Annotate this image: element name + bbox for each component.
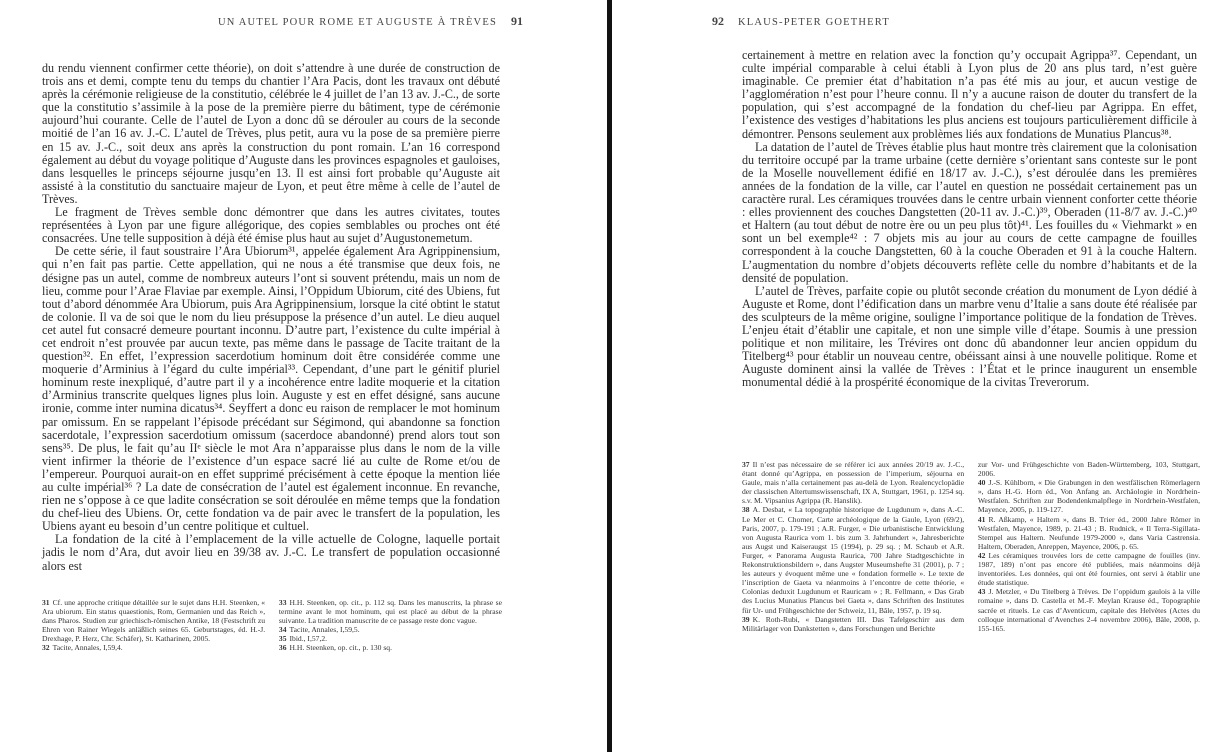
footnote-text: K. Roth-Rubi, « Dangstetten III. Das Tafelgeschirr aus dem Militärlager von Dankstetten », dans Forschungen und Berichte	[742, 614, 965, 633]
footnote-number: 32	[42, 643, 50, 653]
main-text-right	[742, 49, 1197, 389]
footnote-text: zur Vor- und Frühgeschichte von Baden-Württemberg, 103, Stuttgart, 2006.	[977, 460, 1200, 479]
footnote-text: J. Metzler, « Du Titelberg à Trèves. De l’oppidum gaulois à la ville romaine », dans D. Castella et M.-F. Meylan Krause éd., Topographie sacrée et rituels. Le cas d’Aventicum, capitale des Helvètes (Actes du colloque international d’Avenches 2-4 novembre 2006), Bâle, 2008, p. 155-165.	[977, 587, 1200, 633]
footnote	[279, 625, 502, 634]
footnotes-right	[742, 460, 1200, 633]
paragraph: certainement à mettre en relation avec la fonction qu’y occupait Agrippa³⁷. Cependant, un culte impérial comparable à celui établi à Lyon plus de 20 ans plus tard, n’est guère imaginable. Ce premier état d’habitation n’a pas été mis au jour, et aucun vestige de l’agglomération n’est pour l’heure connu. Il n’y a aucune raison de douter du transfert de la population, qui s’est accompagné de la fondation du chef-lieu par Agrippa. En effet, l’existence des vestiges d’habitations les plus anciens est toujours particulièrement difficile à démontrer. Pensons seulement aux problèmes liés aux fondations de Munatius Plancus³⁸.	[742, 48, 1197, 141]
running-head-right	[712, 14, 890, 29]
footnote-number: 37	[742, 460, 750, 469]
footnote-text: H.H. Steenken, op. cit., p. 130 sq.	[289, 643, 393, 653]
footnote	[742, 505, 964, 614]
footnote-text: Les céramiques trouvées lors de cette campagne de fouilles (inv. 1987, 189) n’ont pas encore été publiées, mais néanmoins déjà inventoriées. Les données, qui ont été fournies, ont servi à établir une étude statistique.	[977, 550, 1200, 588]
paragraph: du rendu viennent confirmer cette théorie), on doit s’attendre à une durée de construction de trois ans et demi, compte tenu du temps du chantier l’Ara Pacis, dont les travaux ont débuté après la cérémonie religieuse de la constitutio, célébrée le 4 juillet de l’an 13 av. J.-C., de sorte que la constitutio s’assimile à la pose de la première pierre du bâtiment, type de cérémonie aujourd’hui courante. Celle de l’autel de Lyon a donc dû se dérouler au cours de la seconde moitié de l’an 16 av. J.-C. L’autel de Trèves, plus petit, aura vu la pose de sa première pierre en 15 av. J.-C., soit deux ans après la construction du pont romain. L’an 16 correspond également au début du voyage politique d’Auguste dans les provinces espagnoles et gauloises, dans lesquelles le princeps séjourne jusqu’en 13. Il est ainsi fort probable qu’Auguste ait assisté à la constitutio du sanctuaire majeur de Lyon, et peut être même à celle de l’autel de Trèves.	[42, 61, 500, 206]
footnote-number: 43	[977, 587, 986, 597]
paragraph: La datation de l’autel de Trèves établie plus haut montre très clairement que la colonisation du territoire occupé par la trame urbaine (cette dernière s’orientant sans conteste sur le pont de la Moselle nouvellement édifié en 18/17 av. J.-C.), s’est déroulée dans les premières années de la fondation de la ville, car l’autel en question ne possédait certainement pas un caractère rural. Les céramiques trouvées dans le centre urbain viennent conforter cette théorie : elles proviennent des couches Dangstetten (20-11 av. J.-C.)³⁹, Oberaden (11-8/7 av. J.-C.)⁴⁰ et Haltern (au tout début de notre ère ou un peu plus tôt)⁴¹. Les fouilles du « Viehmarkt » en sont un bel exemple⁴² : 7 objets mis au jour au cours de cette campagne de fouilles correspondent à la couche Dangstetten, 60 à la couche Oberaden et 91 à la couche Haltern. L’augmentation du nombre d’objets découverts reflète celle du nombre d’habitants et de la densité de population.	[742, 139, 1197, 285]
footnote-column	[978, 460, 1200, 633]
footnote	[42, 598, 265, 643]
footnote-text: H.H. Steenken, op. cit., p. 112 sq. Dans les manuscrits, la phrase se termine avant le mot hominum, qui est placé au début de la phrase suivante. La tradition manuscrite de ce passage reste donc vague.	[278, 598, 502, 626]
footnote-column	[742, 460, 964, 633]
footnote-text: A. Desbat, « La topographie historique de Lugdunum », dans A.-C. Le Mer et C. Chomer, Carte archéologique de la Gaule, Lyon (69/2), Paris, 2007, p. 179-191 ; A.R. Furger, « Die urbanistische Entwicklung von Augusta Raurica vom 1. bis zum 3. Jahrhundert », Jahresberichte aus Augst und Kaiseraugst 15 (1994), p. 29 sq. ; M. Schaub et A.R. Furger, « Panorama Augusta Raurica, 700 Jahre Stadtgeschichte in Rekonstruktionsbildern », dans Augster Museumshefte 31 (2001), p. 7 ; les auteurs y évoquent même une « fondation formelle ». Le texte de l’inscription de Gaeta va néanmoins à l’encontre de cette théorie, « Colonias deduxit Lugdunum et Rauricam » ; R. Fellmann, « Das Grab des Lucius Munatius Plancus bei Gaeta », dans Schriften des Institutes für Ur- und Frühgeschichte der Schweiz, 11, Bâle, 1957, p. 19 sq.	[742, 505, 965, 615]
footnote	[978, 478, 1200, 514]
footnote	[742, 460, 964, 505]
footnote-number: 35	[278, 634, 287, 644]
footnote	[978, 551, 1200, 587]
footnote	[42, 643, 265, 652]
footnote	[279, 598, 502, 625]
running-head-left	[218, 14, 523, 29]
footnote-column	[42, 598, 265, 653]
footnote-column	[279, 598, 502, 653]
footnote	[978, 515, 1200, 551]
footnote-text: Tacite, Annales, I,59,5.	[289, 625, 360, 635]
footnote-number: 34	[278, 625, 287, 635]
footnote-text: R. Aßkamp, « Haltern », dans B. Trier éd., 2000 Jahre Römer in Westfalen, Mayence, 1989, p. 21-43 ; B. Rudnick, « Il Terra-Sigillata-Stempel aus Haltern. Neufunde 1979-2000 », dans Varia Castrensia. Haltern, Oberaden, Anreppen, Mayence, 2006, p. 65.	[977, 514, 1200, 551]
footnote-continuation	[978, 460, 1200, 478]
footnote-number: 39	[742, 614, 750, 624]
running-head-title: UN AUTEL POUR ROME ET AUGUSTE À TRÈVES	[217, 17, 497, 28]
footnote-number: 31	[42, 598, 50, 607]
main-text-left	[42, 62, 500, 573]
paragraph: De cette série, il faut soustraire l’Ara Ubiorum³¹, appelée également Ara Agrippinensium, qui n’en fait pas partie. Cette appellation, qui ne nous a été transmise que deux fois, ne désigne pas un autel, comme de nombreux auteurs l’ont si souvent prétendu, mais un nom de lieu, comme pour l’Arae Flaviae par exemple. Ainsi, l’Oppidum Ubiorum, cité des Ubiens, fut tout d’abord dénommée Ara Ubiorum, puis Ara Agrippinensium, lorsque la cité obtint le statut de colonie. Il va de soi que le nom du lieu présuppose la présence d’un autel. Le dieu auquel cet autel fut consacré demeure pourtant inconnu. D’autre part, l’existence du culte impérial à cet endroit n’est prouvée par aucun texte, pas même dans le passage de Tacite traitant de la question³². En effet, l’expression sacerdotium hominum doit être considérée comme une moquerie d’Arminius à l’égard du culte impérial³³. Cependant, d’une part le génitif pluriel hominum reste inexpliqué, d’autre part il y a incohérence entre ladite moquerie et la citation d’Arminius transcrite quelques lignes plus loin. Auguste y est en effet désigné, sans aucune ironie, comme inter numina dicatus³⁴. Seyffert a donc eu raison de remplacer le mot hominum par omissum. En se rappelant l’épisode précédant sur Ségimond, qui abandonne sa fonction sacerdotale, l’expression sacerdotium omissum (sacerdoce abandonné) prend alors tout son sens³⁵. De plus, le fait qu’au IIᵉ siècle le mot Ara n’apparaisse plus dans le nom de la ville vient infirmer la théorie de l’existence d’un espace sacré lié au culte de Rome et/ou de l’empereur. Pourquoi aurait-on en effet supprimé précisément à cette époque la mention liée au culte impérial³⁶ ? La date de consécration de l’autel est également inconnue. En revanche, rien ne s’oppose à ce que ladite consécration se soit déroulée en même temps que la fondation du chef-lieu des Ubiens. Or, cette fondation va de pair avec le transfert de la population, les Ubiens ayant eu besoin d’un centre politique et cultuel.	[42, 244, 500, 534]
footnote-text: Ibid., I,57,2.	[289, 634, 328, 644]
footnote-number: 36	[278, 643, 287, 653]
footnote-text: Cf. une approche critique détaillée sur le sujet dans H.H. Steenken, « Ara ubiorum. Ein status quaestionis, Rom, Germanien und das Reich », dans Pharos. Studien zur griechisch-römischen Antike, 18 (Festschrift zu Ehren von Rainer Wiegels anläßlich seines 65. Geburtstages, éd. H.-J. Drexhage, P. Herz, Chr. Schäfer), St. Katharinen, 2005.	[42, 598, 266, 644]
footnotes-left	[42, 598, 502, 653]
footnote	[978, 587, 1200, 632]
paragraph: L’autel de Trèves, parfaite copie ou plutôt seconde création du monument de Lyon dédié à Auguste et Rome, dont l’édification dans un marbre venu d’Italie a sans doute été réalisée par des sculpteurs de la même origine, souligne l’importance politique de la fondation de Trèves. L’enjeu était d’établir une capitale, et non une simple ville d’étape. Soumis à une pression politique et non militaire, les Trévires ont donc dû abandonner leur ancien oppidum du Titelberg⁴³ pour établir un nouveau centre, obéissant ainsi à une nouvelle politique. Rome et Auguste dominent ainsi la vallée de Trèves : l’État et le prince inaugurent un ensemble monumental dédié à la prospérité économique de la civitas Treverorum.	[742, 283, 1197, 390]
footnote-number: 41	[977, 514, 986, 524]
footnote-number: 38	[742, 505, 750, 515]
footnote-number: 42	[977, 550, 986, 560]
footnote-text: Il n’est pas nécessaire de se référer ici aux années 20/19 av. J.-C., étant donné qu’Agrippa, en possession de l’imperium, séjourna en Gaule, mais n’alla certainement pas au-delà de Lyon. Realencyclopädie der classischen Altertumswissenschaft, IX A, Stuttgart, 1961, p. 1254 sq. s.v. M. Vipsanius Agrippa (R. Hanslik).	[742, 460, 965, 506]
footnote-number: 33	[278, 598, 287, 607]
page-number: 91	[511, 14, 523, 28]
paragraph: Le fragment de Trèves semble donc démontrer que dans les autres civitates, toutes représentées à Lyon par une figure allégorique, des copies semblables ou proches ont été consacrées. Une telle supposition à déjà été émise plus haut au sujet d’Augustonemetum.	[42, 205, 500, 246]
right-page	[612, 0, 1221, 752]
left-page	[0, 0, 607, 752]
page-number: 92	[712, 14, 724, 28]
paragraph: La fondation de la cité à l’emplacement de la ville actuelle de Cologne, laquelle portait jadis le nom d’Ara, dut avoir lieu en 39/38 av. J.-C. Le transfert de population occasionné alors est	[42, 532, 500, 573]
footnote	[279, 643, 502, 652]
footnote	[279, 634, 502, 643]
running-head-author: KLAUS-PETER GOETHERT	[738, 17, 890, 28]
footnote-text: Tacite, Annales, I,59,4.	[52, 643, 123, 653]
footnote-number: 40	[977, 478, 986, 488]
footnote-text: J.-S. Kühlborn, « Die Grabungen in den westfälischen Römerlagern », dans H.-G. Horn éd., Von Anfang an. Archäologie in Nordrhein-Westfalen. Schriften zur Bodendenkmalpflege in Nordrhein-Westfalen, Mayence, 2005, p. 119-127.	[977, 478, 1200, 515]
footnote	[742, 615, 964, 633]
